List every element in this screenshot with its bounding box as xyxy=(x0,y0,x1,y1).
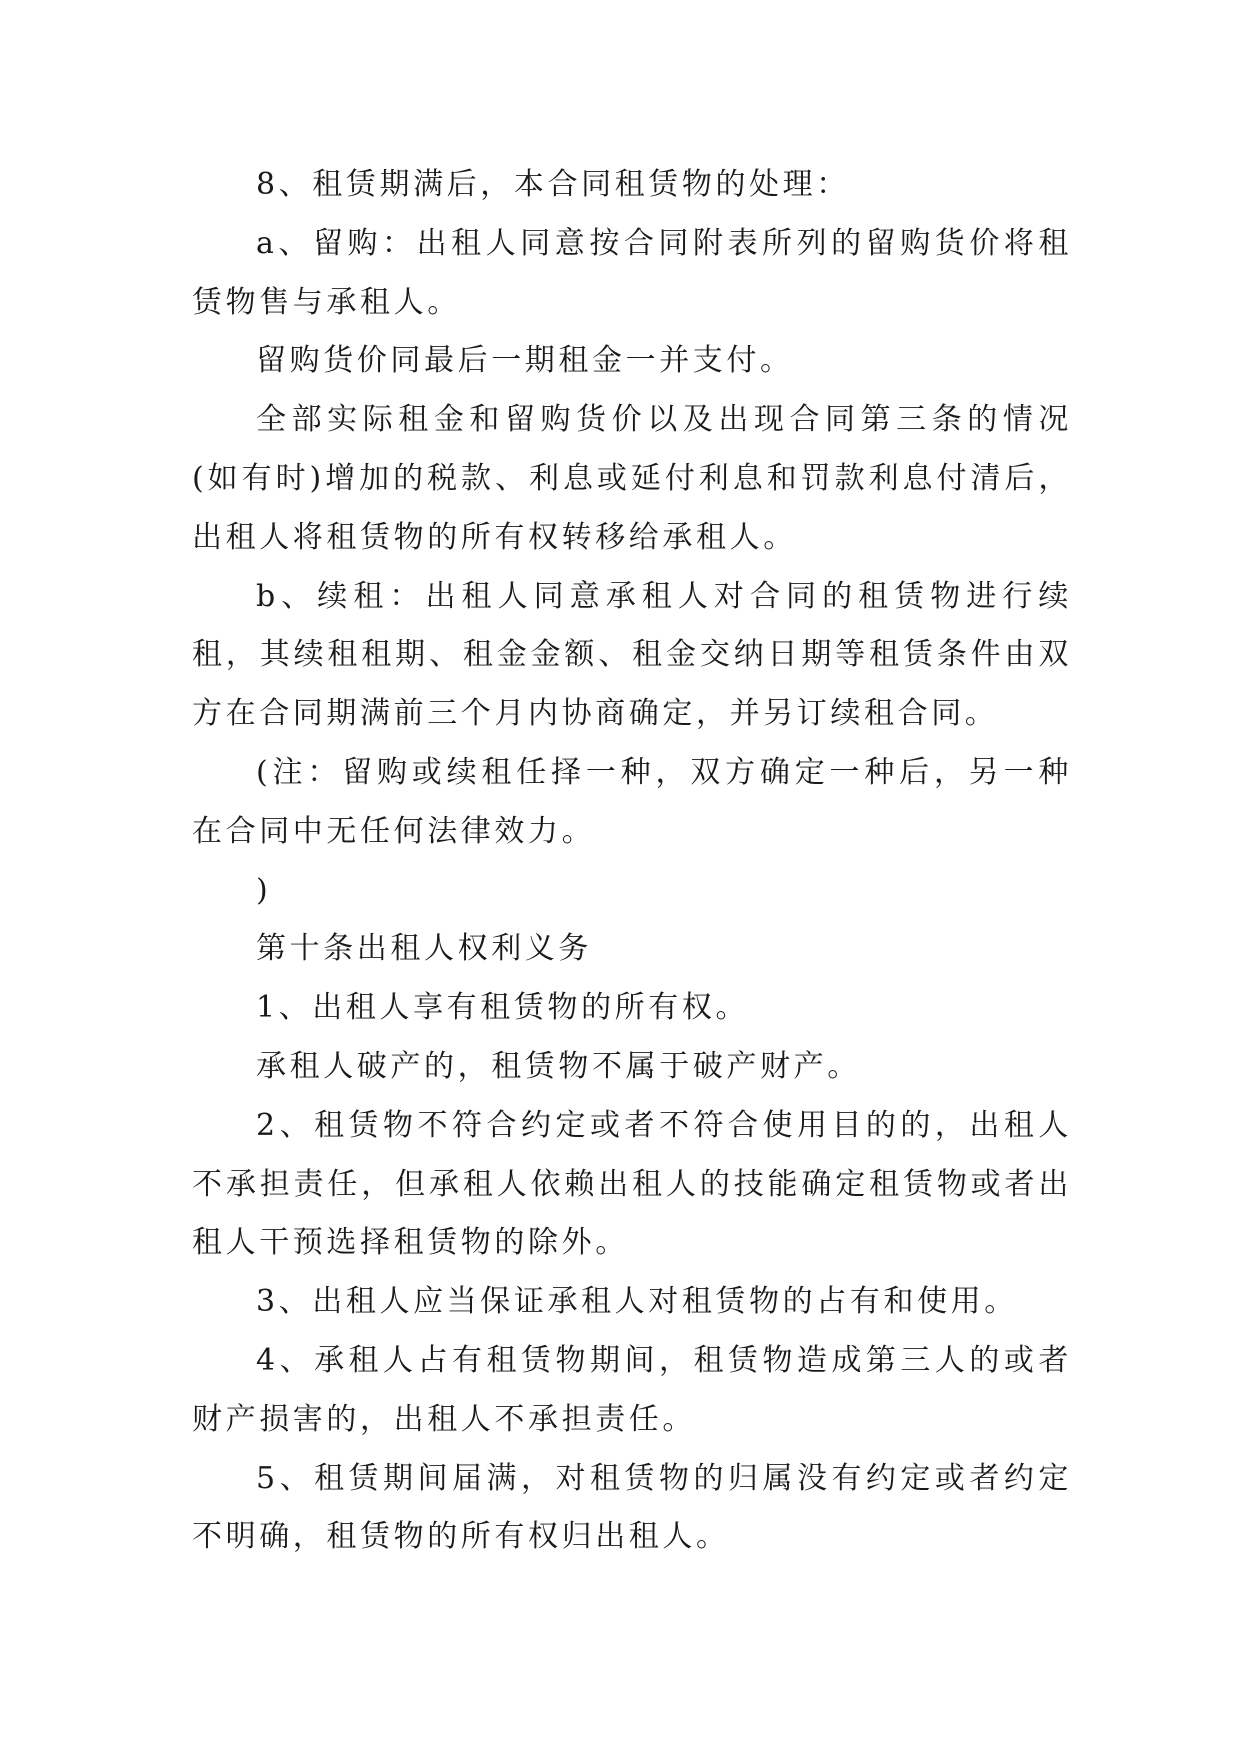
paragraph-item-1: 1、出租人享有租赁物的所有权。 xyxy=(256,990,750,1026)
paragraph-item-4: 4、承租人占有租赁物期间，租赁物造成第三人的或者财产损害的，出租人不承担责任。 xyxy=(192,1342,1072,1437)
paragraph-item-3: 3、出租人应当保证承租人对租赁物的占有和使用。 xyxy=(256,1284,1018,1320)
paragraph-bankruptcy: 承租人破产的，租赁物不属于破产财产。 xyxy=(256,1048,861,1084)
paragraph-purchase-payment: 留购货价同最后一期租金一并支付。 xyxy=(256,343,794,379)
paragraph-note-close: ) xyxy=(256,872,272,908)
paragraph-option-b-renewal: b、续租：出租人同意承租人对合同的租赁物进行续租，其续租租期、租金金额、租金交纳日期等租赁条件由双方在合同期满前三个月内协商确定，并另订续租合同。 xyxy=(192,578,1072,732)
document-body xyxy=(192,156,1072,1567)
paragraph-note: (注：留购或续租任择一种，双方确定一种后，另一种在合同中无任何法律效力。 xyxy=(192,754,1072,849)
paragraph-clause-8: 8、租赁期满后，本合同租赁物的处理： xyxy=(256,167,850,202)
paragraph-item-5: 5、租赁期间届满，对租赁物的归属没有约定或者约定不明确，租赁物的所有权归出租人。 xyxy=(192,1460,1072,1555)
paragraph-ownership-transfer: 全部实际租金和留购货价以及出现合同第三条的情况(如有时)增加的税款、利息或延付利息和罚款利息付清后，出租人将租赁物的所有权转移给承租人。 xyxy=(192,402,1072,555)
paragraph-item-2: 2、租赁物不符合约定或者不符合使用目的的，出租人不承担责任，但承租人依赖出租人的技能确定租赁物或者出租人干预选择租赁物的除外。 xyxy=(192,1107,1072,1261)
paragraph-option-a-purchase: a、留购：出租人同意按合同附表所列的留购货价将租赁物售与承租人。 xyxy=(192,225,1072,320)
section-heading-article-10: 第十条出租人权利义务 xyxy=(256,931,592,967)
